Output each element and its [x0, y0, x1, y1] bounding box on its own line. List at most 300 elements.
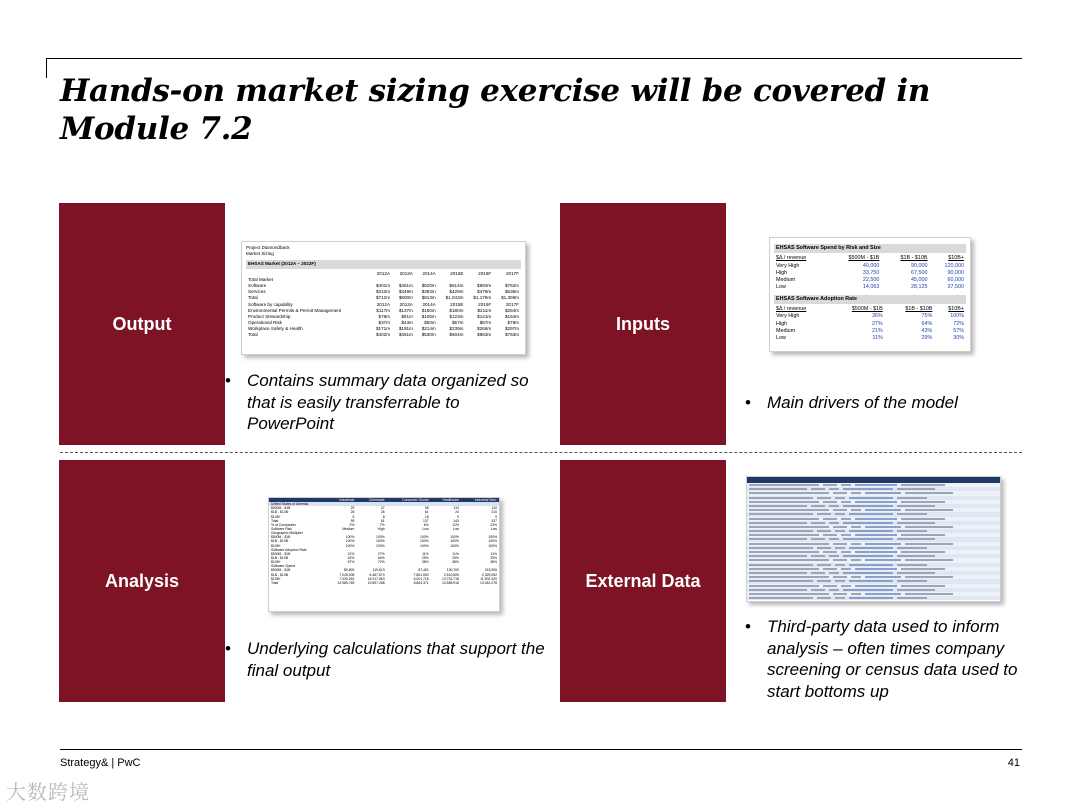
analysis-thumb-cell: 19,897,288 [367, 580, 385, 585]
inputs-thumb-t1-row [774, 263, 966, 270]
external-data-cell [823, 568, 837, 570]
external-data-cell [749, 572, 807, 574]
output-thumb-cell: $349m [398, 289, 413, 295]
inputs-thumb-t1-column-header: $1B - $10B [900, 255, 928, 262]
inputs-thumb-t2-column-header: $Δ / revenue [776, 306, 807, 313]
analysis-thumb-column-header: Chemicals [368, 498, 385, 502]
external-data-cell [749, 526, 829, 528]
analysis-thumb-cell: 15,917,663 [367, 576, 385, 581]
external-data-cell [823, 484, 837, 486]
output-thumb-column-header: 2014A [422, 270, 436, 276]
external-data-label: External Data [560, 460, 726, 702]
analysis-thumb-cell: 100% [345, 543, 355, 548]
analysis-thumb-cell: 87,461 [418, 568, 429, 573]
inputs-thumb-t2-row [774, 328, 966, 335]
external-data-cell [849, 580, 893, 582]
analysis-thumb-cell: $1B - $10B [271, 510, 288, 515]
external-data-cell [897, 572, 935, 574]
external-data-cell [843, 555, 893, 557]
external-data-cell [829, 572, 839, 574]
external-data-cell [835, 530, 845, 532]
page-number: 41 [1007, 757, 1020, 769]
analysis-thumb-cell: 7,861,500 [413, 572, 429, 577]
output-thumb-cell: $123m [449, 313, 464, 319]
output-thumb-cell: 2016F [478, 301, 492, 307]
external-data-cell [833, 593, 847, 595]
output-thumb-cell: Software [248, 282, 267, 288]
external-data-cell [835, 564, 845, 566]
analysis-thumb-cell: 100% [345, 535, 355, 540]
external-data-cell [749, 576, 829, 578]
output-thumb-cell: Product Stewardship [248, 313, 291, 319]
output-thumb-cell: $683m [477, 332, 492, 338]
analysis-thumb-cell: 100% [420, 535, 429, 540]
analysis-thumb-cell: 110 [491, 506, 497, 511]
output-thumb-cell: $171m [375, 326, 391, 332]
external-data-cell [749, 484, 819, 486]
output-spreadsheet-thumbnail [241, 241, 526, 355]
inputs-thumb-t2-cell: 43% [921, 327, 933, 334]
external-data-cell [843, 522, 893, 524]
output-thumb-cell: $535m [504, 289, 519, 295]
external-data-cell [835, 597, 845, 599]
output-thumb-cell: $191m [398, 326, 413, 332]
inputs-thumb-t1-column-header: $10B+ [948, 255, 964, 262]
analysis-thumb-cell: 100% [345, 539, 355, 544]
output-thumb-row [246, 332, 521, 338]
analysis-thumb-cell: 100% [488, 543, 497, 548]
external-data-cell [749, 585, 819, 587]
output-thumb-column-header: 2017F [505, 270, 519, 276]
external-data-cell [855, 534, 897, 536]
analysis-thumb-cell: 57% [347, 560, 355, 565]
analysis-thumb-cell: $1B - $10B [271, 555, 288, 560]
analysis-thumb-cell: 43% [347, 555, 355, 560]
external-data-cell [829, 522, 839, 524]
output-thumb-cell: Software by capability [248, 301, 293, 307]
inputs-thumb-t1-cell: 45,000 [911, 277, 928, 284]
inputs-thumb-header-2: EHSAS Software Adoption Rate [774, 295, 966, 304]
output-bullet: • Contains summary data organized so that is easily transferrable to PowerPoint [225, 371, 529, 433]
external-data-cell [749, 538, 807, 540]
output-thumb-cell: 2012A [376, 301, 391, 307]
analysis-thumb-cell: 100% [450, 543, 459, 548]
analysis-thumb-cell: 13,451,078 [480, 580, 497, 585]
external-data-thumbnail [746, 476, 1001, 602]
external-data-cell [823, 585, 837, 587]
analysis-thumb-cell: 25 [350, 510, 355, 515]
external-data-cell [811, 555, 825, 557]
external-data-cell [843, 589, 893, 591]
analysis-thumb-cell: Low [452, 526, 459, 531]
external-data-cell [829, 555, 839, 557]
analysis-spreadsheet-thumbnail [268, 497, 500, 612]
inputs-thumb-t2-cell: 72% [953, 320, 964, 327]
output-thumb-cell: $461m [398, 332, 413, 338]
external-data-cell [851, 543, 861, 545]
external-data-cell [843, 505, 893, 507]
external-data-cell [905, 543, 953, 545]
analysis-thumb-cell: 11,902,320 [480, 576, 497, 581]
inputs-thumb-t1-cell: 120,000 [944, 262, 964, 269]
external-data-cell [841, 551, 851, 553]
external-data-cell [865, 492, 901, 494]
output-thumb-header: EHSAS Market (2012A – 2022F) [246, 260, 521, 268]
analysis-thumb-cell: Low [490, 526, 497, 531]
analysis-thumb-cell: $500M - $1B [271, 535, 291, 540]
analysis-thumb-cell: 137 [423, 518, 429, 523]
inputs-label: Inputs [560, 203, 726, 445]
analysis-thumb-cell: 2,329,052 [481, 572, 497, 577]
analysis-thumb-cell: 29 [350, 506, 355, 511]
external-data-cell [855, 568, 897, 570]
analysis-bullet: • Underlying calculations that support the final output [225, 639, 545, 680]
analysis-thumb-cell: 29% [421, 555, 429, 560]
external-data-cell [851, 593, 861, 595]
external-data-cell [829, 589, 839, 591]
analysis-thumb-cell: 8,863,371 [413, 580, 429, 585]
external-data-cell [749, 551, 819, 553]
inputs-thumb-t1-cell: 60,000 [947, 277, 964, 284]
analysis-thumb-cell: 23% [490, 522, 497, 527]
inputs-thumb-t2-cell: 27% [871, 320, 883, 327]
inputs-thumb-t2-cell: 36% [871, 313, 883, 320]
external-data-cell [901, 484, 945, 486]
output-thumb-cell: $520m [421, 282, 436, 288]
output-thumb-cell: $78m [378, 313, 391, 319]
external-data-cell [897, 497, 927, 499]
analysis-thumb-cell: Total [271, 518, 279, 523]
external-data-cell [897, 564, 927, 566]
output-thumb-cell: $214m [421, 326, 436, 332]
output-thumb-cell: $160m [421, 307, 436, 313]
analysis-label: Analysis [59, 460, 225, 702]
inputs-thumb-t1-cell: 67,500 [911, 269, 928, 276]
inputs-thumb-t2-cell: 100% [950, 313, 964, 320]
analysis-thumb-cell: Software Spend [271, 564, 296, 569]
inputs-thumb-t2-cell: 57% [953, 327, 964, 334]
external-data-cell [749, 509, 829, 511]
external-data-cell [749, 513, 813, 515]
analysis-thumb-cell: 29% [490, 555, 497, 560]
output-thumb-cell: $1,043m [445, 295, 464, 301]
analysis-thumb-cell: 210 [491, 510, 497, 515]
external-data-cell [823, 551, 837, 553]
external-data-cell [749, 597, 813, 599]
external-data-cell [829, 488, 839, 490]
external-data-cell [749, 589, 807, 591]
inputs-thumb-t2-cell: 11% [872, 335, 883, 342]
inputs-thumb-t1-cell: Very High [776, 262, 800, 269]
analysis-thumb-cell: 11% [452, 522, 459, 527]
analysis-thumb-cell: High [377, 526, 385, 531]
external-data-cell [841, 568, 851, 570]
output-thumb-cell: $800m [398, 295, 413, 301]
external-data-cell [905, 576, 953, 578]
external-data-cell [749, 559, 829, 561]
external-data-cell [865, 543, 901, 545]
external-data-cell [855, 585, 897, 587]
inputs-thumb-t2-cell: 30% [953, 335, 964, 342]
output-label: Output [59, 203, 225, 445]
output-thumb-cell: $211m [477, 307, 492, 313]
output-thumb-cell: $762m [504, 282, 519, 288]
output-thumb-cell: $37m [378, 320, 391, 326]
external-data-cell [849, 597, 893, 599]
analysis-thumb-cell: 2,510,605 [443, 572, 459, 577]
analysis-thumb-cell: 59 [350, 518, 355, 523]
external-data-cell [817, 564, 831, 566]
external-data-cell [817, 580, 831, 582]
output-thumb-cell: $310m [375, 289, 391, 295]
analysis-thumb-cell: Geographic Multiplier [271, 531, 304, 536]
output-thumb-cell: $451m [398, 282, 413, 288]
external-data-cell [897, 513, 927, 515]
external-data-cell [901, 551, 945, 553]
analysis-thumb-cell: 26 [380, 510, 385, 515]
inputs-thumb-table-1 [774, 255, 966, 291]
output-thumb-cell: 2017F [505, 301, 519, 307]
output-thumb-cell: 2015E [450, 301, 464, 307]
external-data-cell [897, 589, 935, 591]
analysis-thumb-cell: Medium [342, 526, 355, 531]
footer-rule [60, 749, 1022, 750]
output-thumb-cell: Operational Risk [248, 320, 282, 326]
external-data-cell [897, 555, 935, 557]
external-data-bullet-text: Third-party data used to inform analysis – often times company screening or census data used to start bottoms up [767, 617, 1018, 701]
output-thumb-row [246, 308, 521, 314]
analysis-thumb-cell: $10B+ [271, 514, 281, 519]
external-data-cell [835, 547, 845, 549]
external-data-cell [749, 555, 807, 557]
output-thumb-cell: $91m [401, 313, 413, 319]
inputs-thumb-t2-column-header: $10B+ [948, 306, 964, 313]
external-data-cell [817, 530, 831, 532]
inputs-thumb-t2-header-row [774, 306, 966, 313]
output-thumb-column-header: 2016F [478, 270, 492, 276]
external-data-cell [843, 538, 893, 540]
analysis-thumb-cell: $10B+ [271, 560, 281, 565]
analysis-thumb-cell: $10B+ [271, 543, 281, 548]
external-data-cell [849, 530, 893, 532]
external-data-cell [835, 513, 845, 515]
inputs-thumb-t1-column-header: $Δ / revenue [776, 255, 807, 262]
output-thumb-subtitle: Market Sizing [246, 251, 274, 257]
output-thumb-cell: $239m [449, 326, 464, 332]
external-data-cell [897, 530, 927, 532]
external-data-cell [749, 518, 819, 520]
external-data-cell [849, 564, 893, 566]
inputs-thumb-t2-cell: 75% [921, 313, 933, 320]
inputs-thumb-t2-row [774, 335, 966, 342]
external-data-cell [897, 580, 927, 582]
external-data-cell [749, 492, 829, 494]
analysis-thumb-cell: 11% [422, 551, 429, 556]
external-data-cell [811, 572, 825, 574]
external-data-cell [811, 522, 825, 524]
external-data-cell [851, 492, 861, 494]
analysis-thumb-cell: Total [271, 580, 279, 585]
output-thumb-cell: Environmental Permits & Permit Management [248, 307, 342, 313]
inputs-thumb-t1-cell: 40,000 [862, 262, 880, 269]
external-data-cell [851, 509, 861, 511]
external-data-cell [835, 580, 845, 582]
output-thumb-cell: $604m [449, 332, 464, 338]
inputs-spreadsheet-thumbnail [769, 237, 971, 352]
output-thumb-cell: $57m [451, 320, 464, 326]
analysis-thumb-cell: % of Companies [271, 522, 296, 527]
inputs-thumb-t1-column-header: $500M - $1B [848, 255, 880, 262]
analysis-thumb-cell: 58 [424, 506, 429, 511]
inputs-thumb-t2-cell: High [776, 320, 788, 327]
external-data-cell [843, 488, 893, 490]
inputs-thumb-t2-cell: Very High [776, 313, 800, 320]
external-data-cell [817, 513, 831, 515]
external-data-cell [855, 501, 897, 503]
external-data-cell [855, 551, 897, 553]
external-data-cell [851, 559, 861, 561]
analysis-thumb-cell: 130,700 [446, 568, 459, 573]
inputs-thumb-t2-cell: 21% [871, 327, 883, 334]
inputs-thumb-t1-cell: High [776, 269, 788, 276]
analysis-thumb-cell: 14,985,769 [337, 580, 355, 585]
analysis-thumb-cell: $9,800 [344, 568, 355, 573]
external-data-cell [855, 518, 897, 520]
external-data-cell [897, 505, 935, 507]
inputs-thumb-t1-cell: 90,000 [911, 262, 928, 269]
analysis-thumb-cell: 6% [423, 522, 429, 527]
analysis-thumb-cell: Software Risk [271, 526, 292, 531]
external-data-cell [829, 538, 839, 540]
output-thumb-cell: $763m [504, 332, 519, 338]
external-data-cell [901, 501, 945, 503]
external-data-cell [841, 484, 851, 486]
output-thumb-cell: 2013A [399, 301, 413, 307]
inputs-thumb-t1-row [774, 270, 966, 277]
external-data-cell [749, 501, 819, 503]
external-data-cell [905, 593, 953, 595]
external-data-cell [749, 547, 813, 549]
output-thumb-cell: $297m [504, 326, 519, 332]
external-data-bullet: • Third-party data used to inform analysis – often times company screening or census data used to start bottoms up [745, 617, 1018, 701]
inputs-thumb-t2-column-header: $1B - $10B [905, 306, 933, 313]
analysis-thumb-cell: 72% [377, 560, 385, 565]
analysis-thumb-cell: 7,045,008 [339, 572, 355, 577]
analysis-thumb-cell: 7% [379, 522, 385, 527]
output-thumb-cell: 2014A [422, 301, 436, 307]
analysis-thumb-cell: 24 [455, 510, 459, 515]
analysis-thumb-cell: 64% [377, 555, 385, 560]
analysis-thumb-cell: 100% [488, 535, 497, 540]
analysis-thumb-cell: $500M - $1B [271, 506, 291, 511]
external-data-cell [833, 492, 847, 494]
analysis-thumb-table [269, 498, 499, 585]
inputs-thumb-t1-cell: 28,125 [911, 284, 928, 291]
analysis-thumb-cell: 11% [452, 551, 459, 556]
analysis-thumb-cell: 38% [421, 560, 429, 565]
external-data-cell [749, 497, 813, 499]
external-data-cell [835, 497, 845, 499]
inputs-thumb-t2-cell: Low [776, 335, 786, 342]
analysis-thumb-cell: 100% [375, 543, 385, 548]
output-thumb-cell: Total Market [248, 276, 274, 282]
inputs-thumb-t2-cell: 29% [921, 335, 933, 342]
footer-source: Strategy& | PwC [60, 757, 141, 769]
analysis-thumb-cell: 61 [424, 510, 429, 515]
output-thumb-cell: $141m [477, 313, 492, 319]
output-thumb-cell: Total [248, 295, 258, 301]
external-data-cell [841, 585, 851, 587]
inputs-thumb-t1-cell: Medium [776, 277, 796, 284]
analysis-thumb-column-header: Consumer Goods [402, 498, 429, 502]
slide-title: Hands-on market sizing exercise will be covered in Module 7.2 [60, 73, 931, 147]
analysis-bullet-text: Underlying calculations that support the final output [247, 639, 545, 680]
analysis-thumb-cell: 100% [450, 539, 459, 544]
analysis-thumb-cell: 13,751,718 [441, 576, 459, 581]
output-thumb-cell: $164m [504, 313, 519, 319]
external-data-cell [749, 593, 829, 595]
output-thumb-cell: $1,308m [501, 295, 519, 301]
external-data-cell [833, 576, 847, 578]
analysis-thumb-cell: $1B - $10B [271, 572, 288, 577]
output-thumb-cell: $105m [421, 313, 436, 319]
analysis-thumb-cell: $1B - $10B [271, 539, 288, 544]
analysis-thumb-cell: 38% [452, 560, 459, 565]
external-data-cell [897, 547, 927, 549]
output-thumb-column-header: 2015E [450, 270, 464, 276]
analysis-thumb-cell: 6,001,718 [413, 576, 429, 581]
external-data-cell [865, 526, 901, 528]
analysis-thumb-cell: 143 [453, 518, 459, 523]
external-data-cell [851, 576, 861, 578]
external-data-cell [833, 559, 847, 561]
quadrant-divider [60, 452, 1022, 453]
analysis-thumb-cell: 7,030,262 [339, 576, 355, 581]
external-data-cell [817, 597, 831, 599]
inputs-thumb-t1-cell: 14,063 [862, 284, 880, 291]
external-data-cell [841, 518, 851, 520]
output-thumb-cell: $137m [398, 307, 413, 313]
inputs-bullet-text: Main drivers of the model [767, 393, 958, 412]
analysis-thumb-cell: Low [422, 526, 429, 531]
analysis-thumb-cell: 100% [488, 539, 497, 544]
output-thumb-cell: Services [248, 289, 266, 295]
external-data-row [747, 596, 1000, 600]
analysis-thumb-cell: 119,619 [372, 568, 385, 573]
output-thumb-cell: $117m [376, 307, 391, 313]
external-data-rows [747, 477, 1000, 600]
analysis-thumb-cell: 100% [420, 543, 429, 548]
analysis-thumb-cell: 27% [377, 551, 385, 556]
analysis-thumb-column-header: Industrial Serv. [474, 498, 497, 502]
analysis-thumb-cell: 27 [380, 506, 385, 511]
external-data-cell [905, 526, 953, 528]
inputs-thumb-t1-cell: 22,500 [862, 277, 880, 284]
external-data-cell [749, 580, 813, 582]
external-data-cell [811, 538, 825, 540]
output-thumb-cell: Total [248, 332, 258, 338]
external-data-cell [749, 522, 807, 524]
output-thumb-project: Project Diamondback [246, 245, 290, 250]
output-thumb-cell: $401m [375, 282, 391, 288]
external-data-cell [901, 518, 945, 520]
external-data-cell [849, 497, 893, 499]
inputs-thumb-t2-row [774, 321, 966, 328]
analysis-thumb-cell: $500M - $1B [271, 568, 291, 573]
external-data-cell [905, 559, 953, 561]
analysis-thumb-cell: 21% [347, 551, 355, 556]
external-data-cell [865, 576, 901, 578]
